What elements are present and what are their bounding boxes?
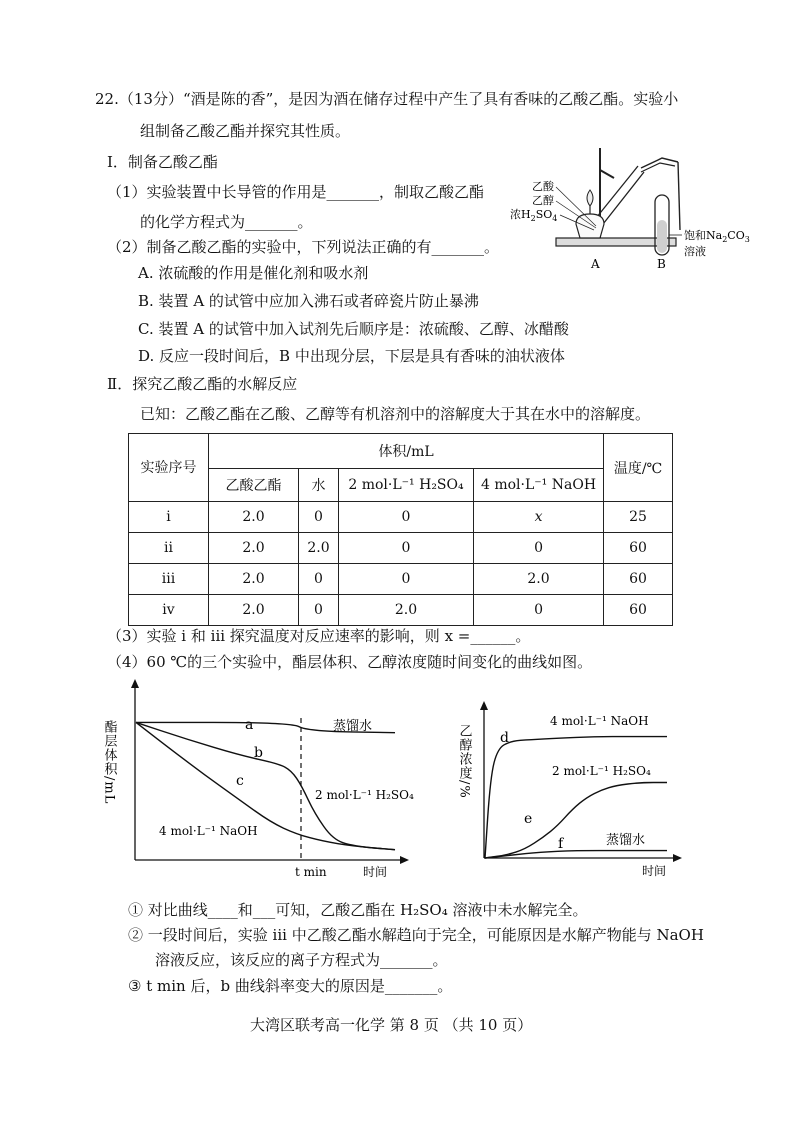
curve-b-label: b [254, 745, 263, 761]
q1-line1: （1）实验装置中长导管的作用是_______，制取乙酸乙酯 [107, 183, 485, 201]
question-header-line1 [95, 88, 678, 109]
subq-1: ① 对比曲线____和___可知，乙酸乙酯在 H₂SO₄ 溶液中未水解完全。 [128, 901, 588, 919]
clamp [600, 170, 614, 178]
page-footer: 大湾区联考高一化学 第 8 页 （共 10 页） [250, 1016, 533, 1034]
part2-title: Ⅱ．探究乙酸乙酯的水解反应 [107, 375, 298, 393]
curve-d-label: d [500, 730, 509, 746]
header-ethyl-acetate: 乙酸乙酯 [209, 469, 299, 502]
curve-a-label: a [245, 717, 254, 733]
table-cell: ii [129, 533, 209, 564]
label-ethanol: 乙醇 [532, 194, 554, 207]
part1-title: I．制备乙酸乙酯 [107, 153, 218, 171]
table-row [129, 564, 673, 595]
subq-2-line1: ② 一段时间后，实验 iii 中乙酸乙酯水解趋向于完全，可能原因是水解产物能与 NaOH [128, 926, 704, 944]
y-axis-arrow [480, 701, 488, 710]
table-cell: 0 [474, 595, 604, 626]
curve-d-annotation: 4 mol·L⁻¹ NaOH [550, 714, 649, 728]
y-axis-arrow [131, 679, 139, 688]
table-cell: 0 [339, 533, 474, 564]
chart2-ylabel: 乙醇浓度/% [456, 724, 472, 799]
table-cell: x [474, 502, 604, 533]
table-cell: 2.0 [209, 502, 299, 533]
label-na2co3: 饱和$Na_2CO_3$ [684, 229, 750, 244]
chart1-ylabel: 酯层体积/mL [101, 720, 117, 805]
curve-c-label: c [236, 773, 244, 789]
curve-e-annotation: 2 mol·L⁻¹ H₂SO₄ [552, 764, 651, 778]
chart1-xlabel: 时间 [363, 865, 388, 879]
table-cell: 2.0 [209, 595, 299, 626]
curve-f-label: f [558, 836, 564, 852]
part2-known: 已知：乙酸乙酯在乙酸、乙醇等有机溶剂中的溶解度大于其在水中的溶解度。 [140, 405, 651, 423]
table-cell: 60 [604, 533, 673, 564]
header-volume: 体积/mL [209, 434, 604, 469]
experiment-table [128, 433, 673, 626]
table-cell: 0 [474, 533, 604, 564]
question-header-text: （13分）“酒是陈的香”，是因为酒在储存过程中产生了具有香味的乙酸乙酯。实验小 [118, 90, 679, 108]
question-header-line2: 组制备乙酸乙酯并探究其性质。 [140, 122, 351, 140]
label-acetic-acid: 乙酸 [532, 180, 554, 193]
curve-f [485, 851, 667, 858]
test-tube-b [655, 195, 682, 255]
table-cell: 2.0 [209, 533, 299, 564]
curve-a-annotation: 蒸馏水 [333, 719, 373, 734]
table-cell: 2.0 [474, 564, 604, 595]
header-h2so4: 2 mol·L⁻¹ H₂SO₄ [339, 469, 474, 502]
label-conc-h2so4: 浓$H_2SO_4$ [510, 208, 558, 223]
option-b: B. 装置 A 的试管中应加入沸石或者碎瓷片防止暴沸 [138, 292, 479, 310]
header-water: 水 [299, 469, 339, 502]
option-a: A. 浓硫酸的作用是催化剂和吸水剂 [138, 264, 369, 282]
table-row [129, 595, 673, 626]
table-cell: 0 [339, 564, 474, 595]
q3-text: （3）实验 i 和 iii 探究温度对反应速率的影响，则 x =______。 [107, 627, 531, 645]
ethanol-concentration-chart [456, 700, 687, 880]
q2-text: （2）制备乙酸乙酯的实验中，下列说法正确的有_______。 [107, 238, 500, 256]
curve-f-annotation: 蒸馏水 [606, 833, 646, 848]
table-cell: 0 [299, 502, 339, 533]
option-d: D. 反应一段时间后，B 中出现分层，下层是具有香味的油状液体 [138, 347, 565, 365]
chart1-t-tick: t min [295, 865, 327, 879]
table-cell: iii [129, 564, 209, 595]
subq-2-line2: 溶液反应，该反应的离子方程式为_______。 [155, 951, 448, 969]
curve-b-annotation: 2 mol·L⁻¹ H₂SO₄ [315, 788, 414, 802]
label-b: B [657, 257, 666, 271]
subq-3: ③ t min 后，b 曲线斜率变大的原因是_______。 [128, 977, 453, 995]
question-number: 22. [95, 90, 119, 108]
x-axis-arrow [400, 856, 409, 864]
table-cell: i [129, 502, 209, 533]
table-row [129, 502, 673, 533]
ester-volume-chart [95, 678, 425, 880]
header-exp-no: 实验序号 [129, 434, 209, 502]
table-cell: 60 [604, 595, 673, 626]
header-naoh: 4 mol·L⁻¹ NaOH [474, 469, 604, 502]
curve-e-label: e [524, 811, 533, 827]
option-c: C. 装置 A 的试管中加入试剂先后顺序是：浓硫酸、乙醇、冰醋酸 [138, 320, 569, 338]
table-cell: 25 [604, 502, 673, 533]
x-axis-arrow [673, 854, 682, 862]
chart2-xlabel: 时间 [642, 864, 667, 878]
table-cell: 2.0 [339, 595, 474, 626]
table-cell: 0 [339, 502, 474, 533]
label-a: A [591, 257, 600, 271]
curve-c-annotation: 4 mol·L⁻¹ NaOH [159, 824, 258, 838]
table-cell: 0 [299, 564, 339, 595]
table-row [129, 533, 673, 564]
table-cell: 2.0 [299, 533, 339, 564]
table-cell: 0 [299, 595, 339, 626]
table-cell: iv [129, 595, 209, 626]
header-temperature: 温度/℃ [604, 434, 673, 502]
q1-line2: 的化学方程式为_______。 [140, 213, 313, 231]
label-solution: 溶液 [684, 245, 706, 258]
apparatus-diagram [500, 140, 790, 275]
q4-text: （4）60 ℃的三个实验中，酯层体积、乙醇浓度随时间变化的曲线如图。 [107, 653, 593, 671]
table-cell: 60 [604, 564, 673, 595]
table-cell: 2.0 [209, 564, 299, 595]
